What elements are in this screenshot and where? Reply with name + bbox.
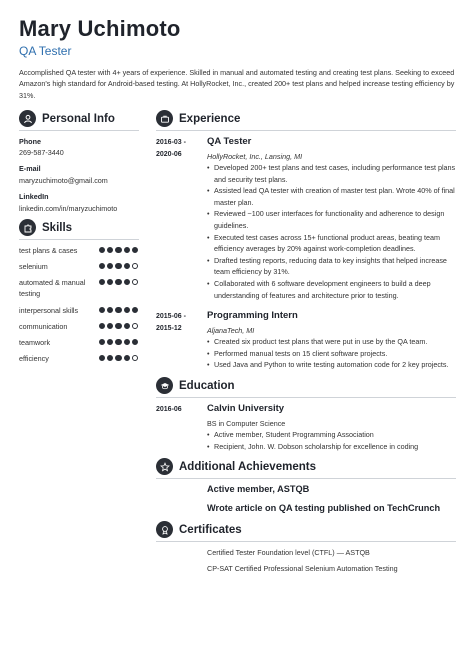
education-title: Education — [179, 379, 235, 392]
rating-dot-filled — [99, 339, 105, 345]
skill-name: interpersonal skills — [19, 306, 79, 315]
rating-dot-filled — [99, 355, 105, 361]
job-bullet: • Created six product test plans that were put in use by the QA team. — [207, 336, 457, 348]
email-value: maryzuchimoto@gmail.com — [19, 176, 108, 185]
rating-dot-empty — [132, 323, 138, 329]
skill-name: automated & manual testing — [19, 278, 86, 298]
briefcase-icon — [156, 110, 173, 127]
summary-paragraph: Accomplished QA tester with 4+ years of experience. Skilled in manual and automated testing and creating test plans. Seeking to exceed Amazon's high standard for Android-based testing. At HollyRocket, Inc., created 200+ test plans and helped increase testing efficiency by 31%. — [19, 68, 455, 100]
job-date-start: 2015-06 - — [156, 313, 186, 320]
skill-rating — [99, 263, 138, 269]
education-bullet: • Active member, Student Programming Association — [207, 429, 457, 441]
phone-value: 269-587-3440 — [19, 148, 64, 157]
job-bullet: • Reviewed ~100 user interfaces for functionality and adherence to design guidelines. — [207, 208, 457, 231]
rating-dot-filled — [107, 307, 113, 313]
job-bullet: • Developed 200+ test plans and test cases, including performance test plans and security test plans. — [207, 162, 457, 185]
skill-name: efficiency — [19, 354, 49, 363]
rating-dot-filled — [99, 307, 105, 313]
rating-dot-filled — [107, 323, 113, 329]
rating-dot-filled — [124, 279, 130, 285]
skill-rating — [99, 355, 138, 361]
email-label: E-mail — [19, 164, 41, 173]
job-title: QA Tester — [207, 136, 252, 147]
rating-dot-filled — [132, 339, 138, 345]
certificate-icon — [156, 521, 173, 538]
candidate-role: QA Tester — [19, 44, 72, 58]
rating-dot-filled — [124, 263, 130, 269]
job-title: Programming Intern — [207, 310, 298, 321]
skill-name: test plans & cases — [19, 246, 78, 255]
personal-info-heading — [19, 110, 115, 127]
skills-title: Skills — [42, 221, 73, 234]
job-date-end: 2015-12 — [156, 325, 182, 332]
achievement-item: Wrote article on QA testing published on TechCrunch — [207, 503, 441, 513]
certificates-title: Certificates — [179, 523, 242, 536]
rating-dot-filled — [107, 263, 113, 269]
skill-name: selenium — [19, 262, 48, 271]
rating-dot-empty — [132, 263, 138, 269]
rating-dot-filled — [124, 307, 130, 313]
graduation-cap-icon — [156, 377, 173, 394]
candidate-name: Mary Uchimoto — [19, 16, 181, 41]
skill-name: teamwork — [19, 338, 51, 347]
education-degree: BS in Computer Science — [207, 419, 286, 428]
job-bullet: • Executed test cases across 15+ functional product areas, beating team efficiency averages by 20% against work-completion deadlines. — [207, 232, 457, 255]
rating-dot-filled — [132, 307, 138, 313]
rating-dot-empty — [132, 279, 138, 285]
job-bullet: • Used Java and Python to write testing automation code for 2 key projects. — [207, 359, 457, 371]
rating-dot-filled — [124, 355, 130, 361]
rating-dot-filled — [124, 247, 130, 253]
skills-divider — [19, 239, 139, 240]
rating-dot-filled — [99, 279, 105, 285]
job-date-range — [156, 137, 186, 161]
rating-dot-filled — [99, 263, 105, 269]
certificate-item: Certified Tester Foundation level (CTFL) — ASTQB — [207, 548, 370, 557]
education-heading — [156, 377, 235, 394]
achievements-title: Additional Achievements — [179, 460, 316, 473]
certificate-item: CP-SAT Certified Professional Selenium Automation Testing — [207, 564, 398, 573]
job-bullet: • Performed manual tests on 15 client software projects. — [207, 348, 457, 360]
rating-dot-filled — [99, 247, 105, 253]
achievement-item: Active member, ASTQB — [207, 484, 310, 494]
rating-dot-empty — [132, 355, 138, 361]
star-icon — [156, 458, 173, 475]
certificates-heading — [156, 521, 242, 538]
job-bullet: • Assisted lead QA tester with creation of master test plan. Wrote 40% of final master plan. — [207, 185, 457, 208]
achievements-heading — [156, 458, 316, 475]
education-date: 2016-06 — [156, 406, 182, 413]
skill-rating — [99, 247, 138, 253]
experience-heading — [156, 110, 240, 127]
skills-heading — [19, 219, 72, 236]
puzzle-icon — [19, 219, 36, 236]
education-divider — [156, 397, 456, 398]
job-date-start: 2016-03 - — [156, 139, 186, 146]
personal-info-title: Personal Info — [42, 112, 115, 125]
job-date-range — [156, 311, 186, 335]
rating-dot-filled — [124, 339, 130, 345]
rating-dot-filled — [107, 247, 113, 253]
job-bullets — [207, 162, 457, 301]
rating-dot-filled — [115, 323, 121, 329]
education-bullet: • Recipient, John. W. Dobson scholarship for excellence in coding — [207, 441, 457, 453]
rating-dot-filled — [124, 323, 130, 329]
job-company: HollyRocket, Inc., Lansing, MI — [207, 152, 303, 161]
rating-dot-filled — [99, 323, 105, 329]
rating-dot-filled — [107, 339, 113, 345]
skill-rating — [99, 339, 138, 345]
job-date-end: 2020-06 — [156, 151, 182, 158]
rating-dot-filled — [107, 355, 113, 361]
rating-dot-filled — [115, 247, 121, 253]
job-company: AljanaTech, MI — [207, 326, 255, 335]
person-icon — [19, 110, 36, 127]
rating-dot-filled — [115, 263, 121, 269]
experience-divider — [156, 130, 456, 131]
skill-rating — [99, 323, 138, 329]
linkedin-label: LinkedIn — [19, 192, 49, 201]
job-bullet: • Collaborated with 6 software development engineers to build a deep understanding of features and architecture prior to testing. — [207, 278, 457, 301]
rating-dot-filled — [107, 279, 113, 285]
achievements-divider — [156, 478, 456, 479]
education-school: Calvin University — [207, 403, 285, 414]
experience-title: Experience — [179, 112, 241, 125]
skill-rating — [99, 279, 138, 285]
rating-dot-filled — [132, 247, 138, 253]
rating-dot-filled — [115, 355, 121, 361]
rating-dot-filled — [115, 307, 121, 313]
personal-info-divider — [19, 130, 139, 131]
skill-rating — [99, 307, 138, 313]
skill-name: communication — [19, 322, 68, 331]
certificates-divider — [156, 541, 456, 542]
job-bullets — [207, 336, 457, 371]
job-bullet: • Drafted testing reports, reducing data to key insights that helped increase team efficiency by 31%. — [207, 255, 457, 278]
linkedin-value: linkedin.com/in/maryzuchimoto — [19, 204, 118, 213]
education-bullets — [207, 429, 457, 452]
phone-label: Phone — [19, 137, 41, 146]
rating-dot-filled — [115, 339, 121, 345]
rating-dot-filled — [115, 279, 121, 285]
